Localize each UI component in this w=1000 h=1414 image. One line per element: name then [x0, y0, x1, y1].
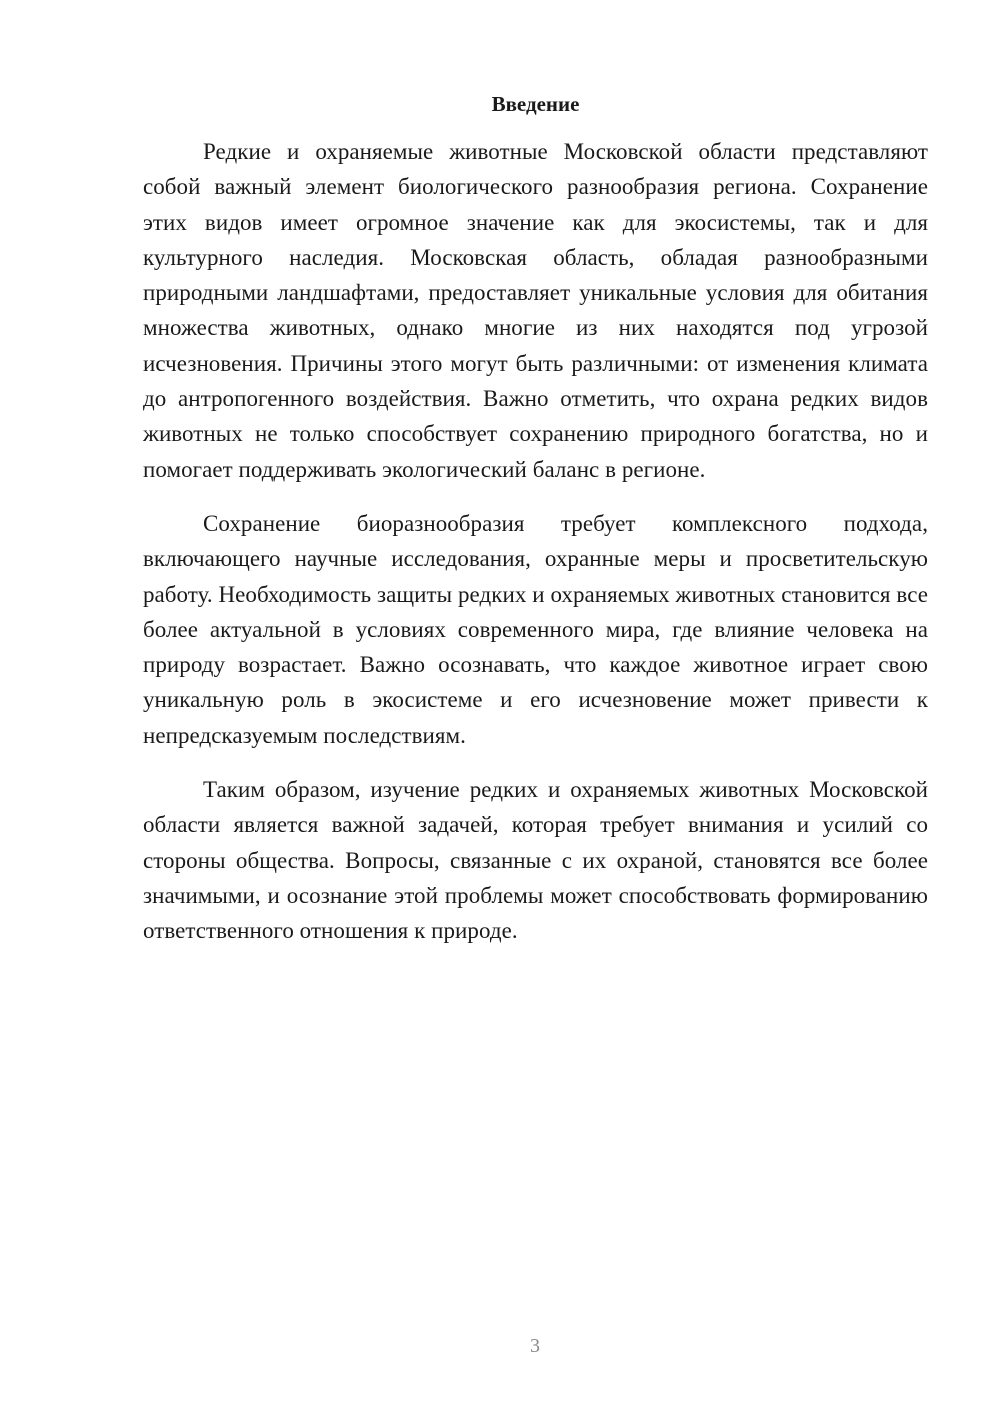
page-number: 3 [530, 1335, 540, 1357]
paragraph-3: Таким образом, изучение редких и охраняемых животных Московской области является важной задачей, которая требует внимания и усилий со стороны общества. Вопросы, связанные с их охраной, становятся все более значимыми, и осознание этой проблемы может способствовать формированию ответственного отношения к природе. [143, 777, 928, 944]
page-content [143, 90, 928, 968]
section-heading: Введение [491, 92, 580, 116]
paragraph-2: Сохранение биоразнообразия требует комплексного подхода, включающего научные исследования, охранные меры и просветительскую работу. Необходимость защиты редких и охраняемых животных становится все более актуальной в условиях современного мира, где влияние человека на природу возрастает. Важно осознавать, что каждое животное играет свою уникальную роль в экосистеме и его исчезновение может привести к непредсказуемым последствиям. [143, 510, 928, 748]
paragraph-1: Редкие и охраняемые животные Московской области представляют собой важный элемент биологического разнообразия региона. Сохранение этих видов имеет огромное значение как для экосистемы, так и для культурного наследия. Московская область, обладая разнообразными природными ландшафтами, предоставляет уникальные условия для обитания множества животных, однако многие из них находятся под угрозой исчезновения. Причины этого могут быть различными: от изменения климата до антропогенного воздействия. Важно отметить, что охрана редких видов животных не только способствует сохранению природного богатства, но и помогает поддерживать экологический баланс в регионе. [143, 139, 928, 482]
